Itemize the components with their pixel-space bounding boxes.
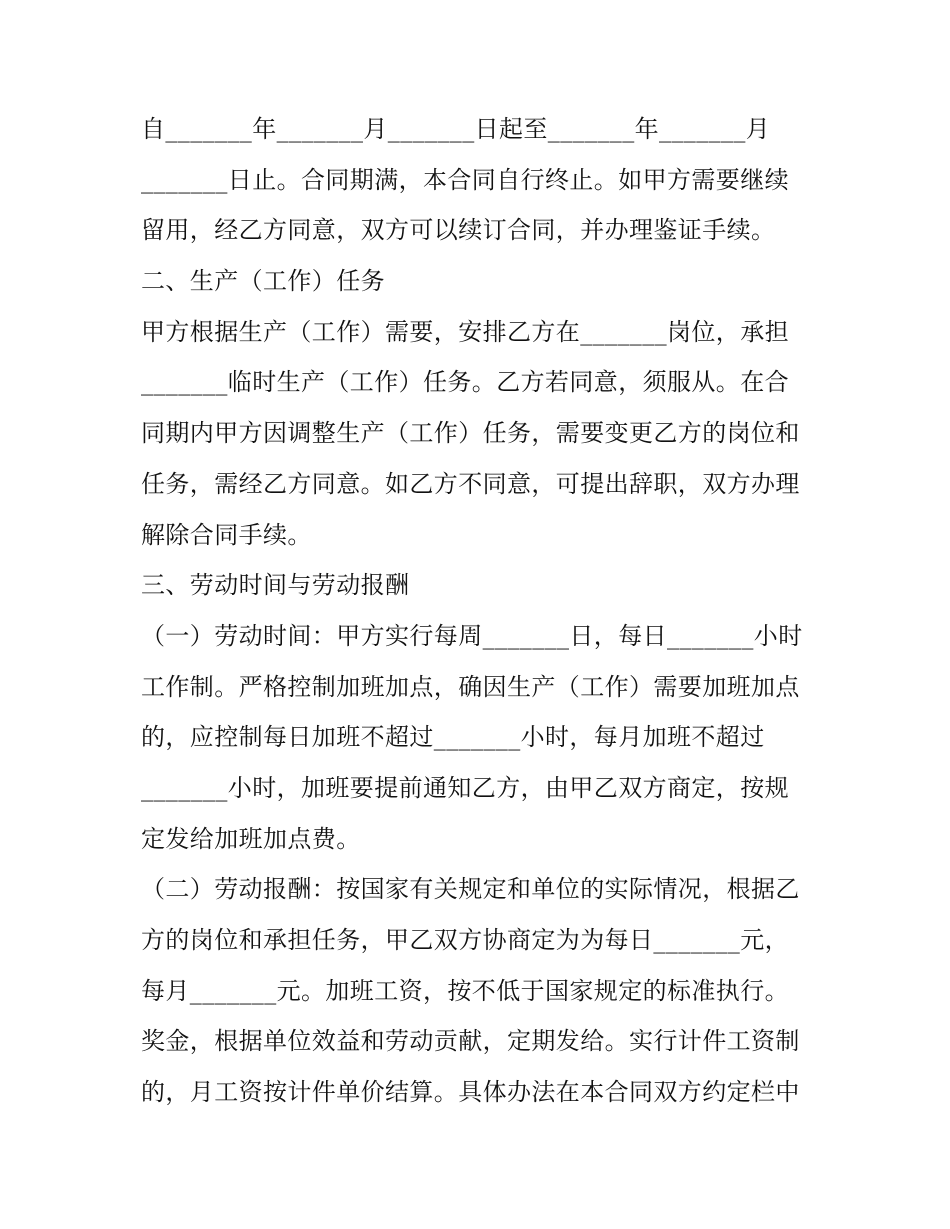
text-line: 定发给加班加点费。 (141, 824, 361, 853)
text-line: 同期内甲方因调整生产（工作）任务，需要变更乙方的岗位和 (141, 419, 800, 448)
text-line: 的，应控制每日加班不超过_______小时，每月加班不超过 (141, 723, 765, 752)
section-heading: 二、生产（工作）任务 (141, 267, 385, 296)
text-line: 的，月工资按计件单价结算。具体办法在本合同双方约定栏中 (141, 1078, 800, 1107)
text-line: 甲方根据生产（工作）需要，安排乙方在_______岗位，承担 (141, 317, 789, 346)
text-line: 自_______年_______月_______日起至_______年_______月 (141, 115, 771, 143)
text-line: _______临时生产（工作）任务。乙方若同意，须服从。在合 (141, 368, 789, 397)
text-line: （一）劳动时间：甲方实行每周_______日，每日_______小时 (141, 621, 803, 650)
text-line: 方的岗位和承担任务，甲乙双方协商定为为每日_______元， (141, 926, 789, 954)
text-line: 解除合同手续。 (141, 520, 312, 549)
document-body (141, 104, 821, 1118)
text-line: 工作制。严格控制加班加点，确因生产（工作）需要加班加点 (141, 672, 800, 701)
text-line: （二）劳动报酬：按国家有关规定和单位的实际情况，根据乙 (141, 875, 800, 904)
section-heading: 三、劳动时间与劳动报酬 (141, 571, 410, 600)
text-line: 每月_______元。加班工资，按不低于国家规定的标准执行。 (141, 976, 789, 1005)
text-line: 奖金，根据单位效益和劳动贡献，定期发给。实行计件工资制 (141, 1027, 800, 1056)
text-line: _______小时，加班要提前通知乙方，由甲乙双方商定，按规 (141, 773, 789, 802)
text-line: _______日止。合同期满，本合同自行终止。如甲方需要继续 (141, 165, 789, 194)
text-line: 留用，经乙方同意，双方可以续订合同，并办理鉴证手续。 (141, 216, 776, 245)
text-line: 任务，需经乙方同意。如乙方不同意，可提出辞职，双方办理 (141, 469, 800, 498)
